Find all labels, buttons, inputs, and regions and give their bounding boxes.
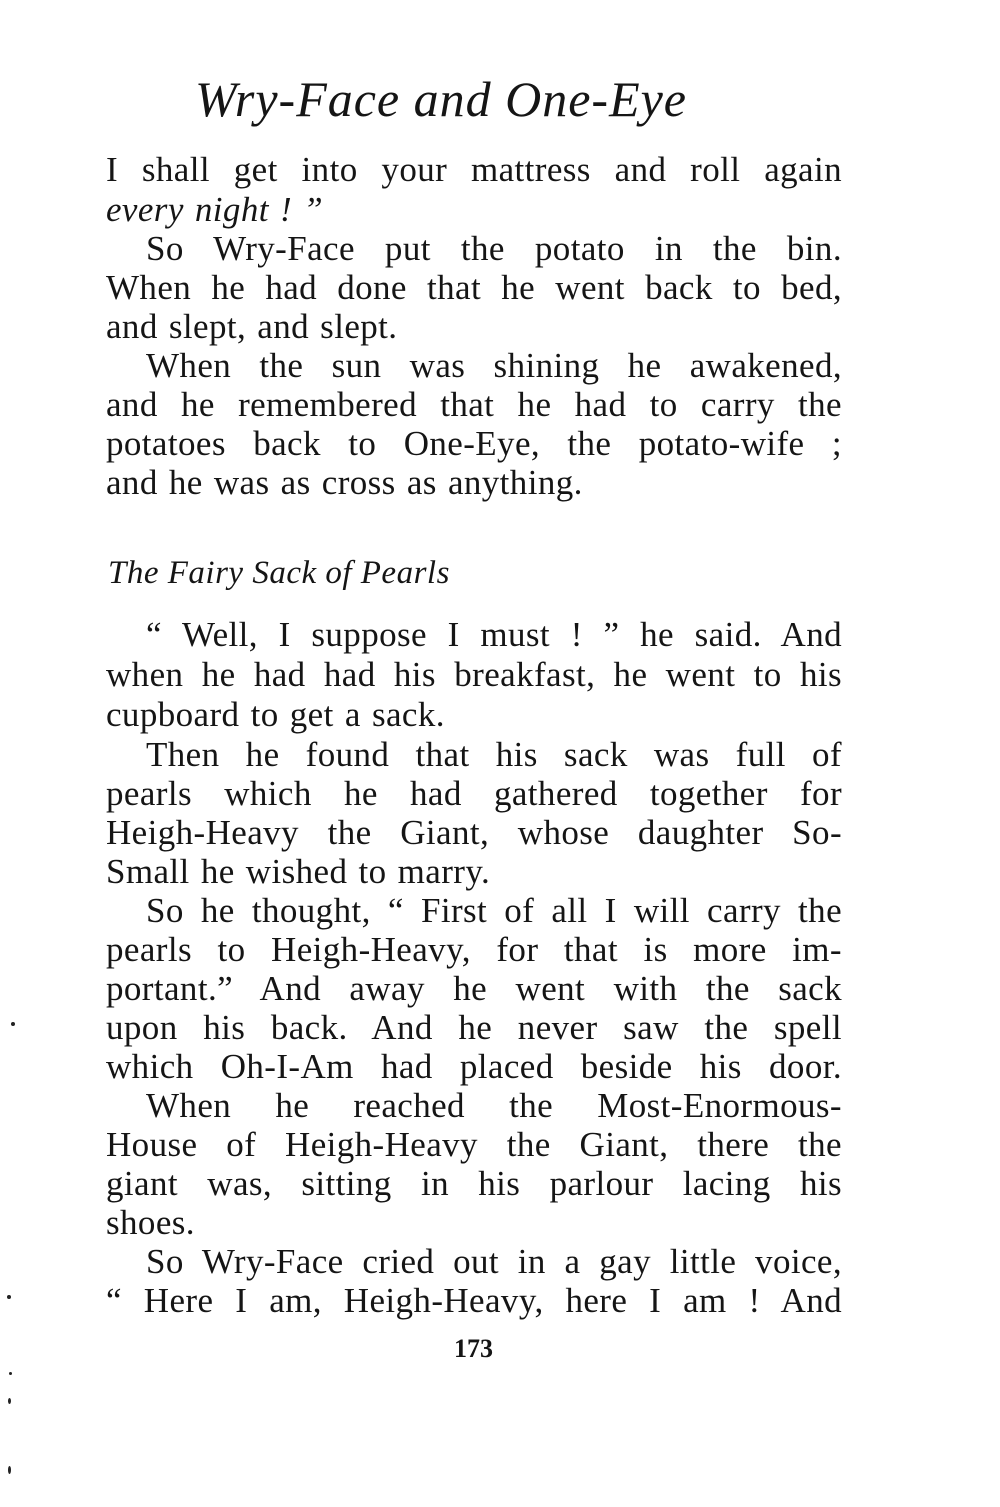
text-line: So he thought, “ First of all I will carry the — [146, 891, 842, 930]
text-line: and slept, and slept. — [106, 307, 398, 346]
text-line: When he reached the Most-Enormous- — [146, 1086, 842, 1125]
text-line: Heigh-Heavy the Giant, whose daughter So- — [106, 813, 842, 852]
text-line: I shall get into your mattress and roll again — [106, 150, 842, 189]
scan-speck — [8, 1466, 11, 1474]
text-line: “ Here I am, Heigh-Heavy, here I am ! And — [106, 1281, 842, 1320]
text-line: pearls which he had gathered together for — [106, 774, 842, 813]
text-line: When the sun was shining he awakened, — [146, 346, 842, 385]
text-line: When he had done that he went back to bed, — [106, 268, 842, 307]
text-line: and he was as cross as anything. — [106, 463, 583, 502]
scan-speck — [8, 1398, 11, 1404]
running-title: Wry-Face and One-Eye — [195, 71, 687, 127]
text-line: “ Well, I suppose I must ! ” he said. And — [146, 615, 842, 654]
scan-speck — [11, 1022, 15, 1026]
text-line: and he remembered that he had to carry the — [106, 385, 842, 424]
text-line: So Wry-Face put the potato in the bin. — [146, 229, 842, 268]
text-line: potatoes back to One-Eye, the potato-wife ; — [106, 424, 842, 463]
text-line: every night ! ” — [106, 190, 324, 229]
text-line: Small he wished to marry. — [106, 852, 491, 891]
text-line: when he had had his breakfast, he went to his — [106, 655, 842, 694]
page-number: 173 — [454, 1334, 493, 1363]
text-line: cupboard to get a sack. — [106, 695, 445, 734]
text-line: portant.” And away he went with the sack — [106, 969, 842, 1008]
text-line: which Oh-I-Am had placed beside his door. — [106, 1047, 842, 1086]
section-title: The Fairy Sack of Pearls — [108, 555, 450, 591]
text-line: giant was, sitting in his parlour lacing his — [106, 1164, 842, 1203]
scan-speck — [7, 1295, 11, 1299]
text-line: House of Heigh-Heavy the Giant, there the — [106, 1125, 842, 1164]
scan-speck — [9, 1372, 12, 1375]
text-line: shoes. — [106, 1203, 195, 1242]
text-line: upon his back. And he never saw the spell — [106, 1008, 842, 1047]
text-line: So Wry-Face cried out in a gay little voice, — [146, 1242, 842, 1281]
text-line: pearls to Heigh-Heavy, for that is more im- — [106, 930, 842, 969]
text-line: Then he found that his sack was full of — [146, 735, 842, 774]
